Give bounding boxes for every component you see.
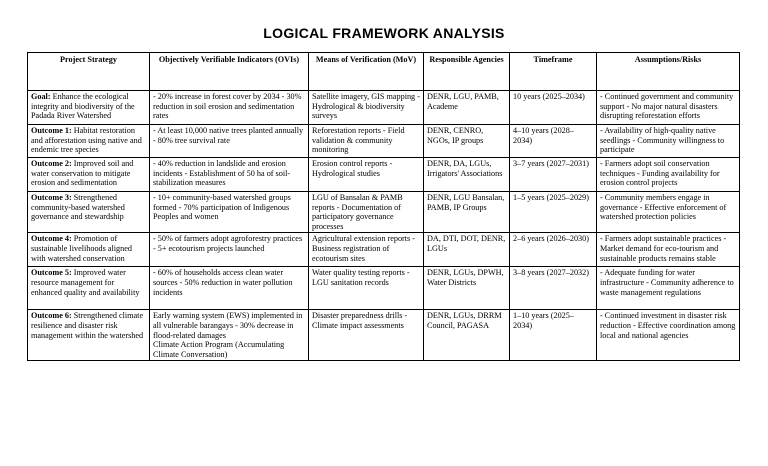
table-row — [28, 91, 740, 125]
header-ovis: Objectively Verifiable Indicators (OVIs) — [150, 53, 309, 91]
assumptions-cell: - Adequate funding for water infrastructure - Community adherence to waste management regulations — [597, 267, 740, 310]
timeframe-cell: 4–10 years (2028–2034) — [510, 125, 597, 158]
document-title: LOGICAL FRAMEWORK ANALYSIS — [263, 25, 505, 41]
ovi-cell: - 40% reduction in landslide and erosion incidents - Establishment of 50 ha of soil-stabilization measures — [150, 158, 309, 192]
timeframe-cell: 10 years (2025–2034) — [510, 91, 597, 125]
table-row — [28, 267, 740, 310]
row-label: Outcome 2: — [31, 159, 72, 168]
timeframe-cell: 3–8 years (2027–2032) — [510, 267, 597, 310]
ovi-cell: - 20% increase in forest cover by 2034 - 30% reduction in soil erosion and sedimentation rates — [150, 91, 309, 125]
agencies-cell: DENR, LGUs, DPWH, Water Districts — [424, 267, 510, 310]
table-row — [28, 233, 740, 267]
assumptions-cell: - Farmers adopt soil conservation techniques - Funding availability for erosion control projects — [597, 158, 740, 192]
row-label: Outcome 3: — [31, 193, 72, 202]
header-row — [28, 53, 740, 91]
agencies-cell: DENR, CENRO, NGOs, IP groups — [424, 125, 510, 158]
strategy-text: Improved soil and water conservation to mitigate erosion and sedimentation — [31, 159, 134, 188]
mov-cell: Satellite imagery, GIS mapping - Hydrological & biodiversity surveys — [309, 91, 424, 125]
row-label: Outcome 4: — [31, 234, 72, 244]
strategy-cell — [28, 192, 150, 233]
assumptions-cell: - Availability of high-quality native seedlings - Community willingness to participate — [597, 125, 740, 158]
timeframe-cell: 1–10 years (2025–2034) — [510, 310, 597, 361]
strategy-cell — [28, 158, 150, 192]
strategy-text: Strengthened climate resilience and disaster risk management within the watershed — [31, 311, 144, 340]
mov-cell: Water quality testing reports - LGU sanitation records — [309, 267, 424, 310]
ovi-cell: Early warning system (EWS) implemented in all vulnerable barangays - 30% decrease in flood-related damages Climate Action Program (Accumulating Climate Conversation) — [150, 310, 309, 361]
table-row — [28, 310, 740, 361]
row-label: Outcome 5: — [31, 268, 72, 278]
mov-cell: Erosion control reports - Hydrological studies — [309, 158, 424, 192]
agencies-cell: DENR, LGU Bansalan, PAMB, IP Groups — [424, 192, 510, 233]
header-timeframe: Timeframe — [510, 53, 597, 91]
strategy-cell — [28, 310, 150, 361]
header-mov: Means of Verification (MoV) — [309, 53, 424, 91]
agencies-cell: DENR, LGUs, DRRM Council, PAGASA — [424, 310, 510, 361]
strategy-text: Strengthened community-based watershed governance and stewardship — [31, 193, 125, 222]
table-row — [28, 192, 740, 233]
row-label: Outcome 6: — [31, 311, 72, 321]
strategy-cell — [28, 233, 150, 267]
mov-cell: Reforestation reports - Field validation & community monitoring — [309, 125, 424, 158]
strategy-text: Habitat restoration and afforestation using native and endemic tree species — [31, 126, 142, 155]
ovi-cell: - 60% of households access clean water sources - 50% reduction in water pollution incidents — [150, 267, 309, 310]
strategy-text: Improved water resource management for enhanced quality and availability — [31, 268, 140, 297]
agencies-cell: DENR, LGU, PAMB, Academe — [424, 91, 510, 125]
strategy-text: Enhance the ecological integrity and biodiversity of the Padada River Watershed — [31, 92, 135, 121]
agencies-cell: DA, DTI, DOT, DENR, LGUs — [424, 233, 510, 267]
ovi-cell: - 50% of farmers adopt agroforestry practices - 5+ ecotourism projects launched — [150, 233, 309, 267]
header-responsible-agencies: Responsible Agencies — [424, 53, 510, 91]
strategy-cell — [28, 267, 150, 310]
assumptions-cell: - Community members engage in governance - Effective enforcement of watershed protection policies — [597, 192, 740, 233]
header-project-strategy: Project Strategy — [28, 53, 150, 91]
table-row — [28, 125, 740, 158]
mov-cell: Agricultural extension reports - Business registration of ecotourism sites — [309, 233, 424, 267]
timeframe-cell: 1–5 years (2025–2029) — [510, 192, 597, 233]
assumptions-cell: - Farmers adopt sustainable practices - Market demand for eco-tourism and sustainable products remains stable — [597, 233, 740, 267]
agencies-cell: DENR, DA, LGUs, Irrigators' Associations — [424, 158, 510, 192]
strategy-cell — [28, 91, 150, 125]
row-label: Outcome 1: — [31, 126, 72, 135]
ovi-cell: - 10+ community-based watershed groups formed - 70% participation of Indigenous Peoples and women — [150, 192, 309, 233]
table-row — [28, 158, 740, 192]
strategy-cell — [28, 125, 150, 158]
mov-cell: Disaster preparedness drills - Climate impact assessments — [309, 310, 424, 361]
strategy-text: Promotion of sustainable livelihoods aligned with watershed conservation — [31, 234, 132, 263]
row-label: Goal: — [31, 92, 51, 101]
timeframe-cell: 2–6 years (2026–2030) — [510, 233, 597, 267]
mov-cell: LGU of Bansalan & PAMB reports - Documentation of participatory governance processes — [309, 192, 424, 233]
assumptions-cell: - Continued government and community support - No major natural disasters disrupting reforestation efforts — [597, 91, 740, 125]
ovi-cell: - At least 10,000 native trees planted annually - 80% tree survival rate — [150, 125, 309, 158]
assumptions-cell: - Continued investment in disaster risk reduction - Effective coordination among local and national agencies — [597, 310, 740, 361]
logframe-table — [27, 52, 740, 361]
header-assumptions-risks: Assumptions/Risks — [597, 53, 740, 91]
timeframe-cell: 3–7 years (2027–2031) — [510, 158, 597, 192]
